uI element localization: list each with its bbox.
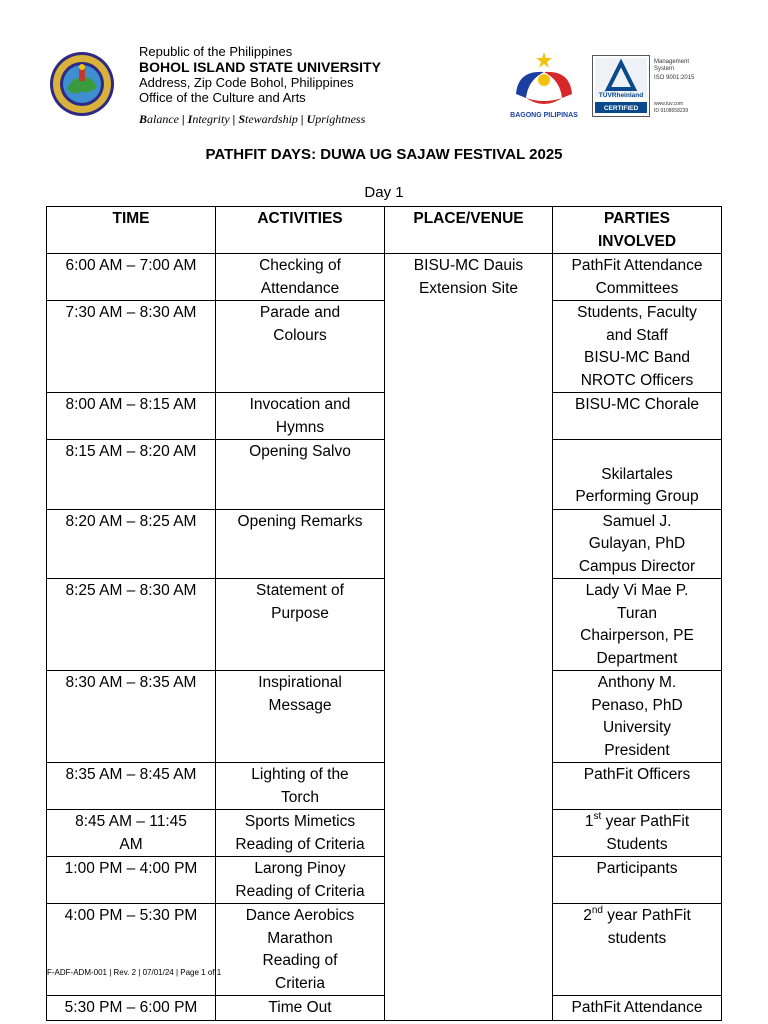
time-cell-line: 6:00 AM – 7:00 AM [65, 257, 197, 274]
schedule-table [46, 206, 722, 1021]
table-row [47, 763, 722, 810]
parties-cell [553, 301, 722, 393]
document-footer: F-ADF-ADM-001 | Rev. 2 | 07/01/24 | Page 1 of 1 [47, 968, 222, 977]
year-number: 2 [583, 907, 592, 924]
parties-cell [553, 996, 722, 1021]
motto-word: alance [147, 112, 180, 126]
tuv-brand-text: TÜVRheinland [598, 92, 644, 99]
time-cell-line: 8:15 AM – 8:20 AM [65, 443, 197, 460]
table-row [47, 857, 722, 904]
time-cell-line: AM [119, 835, 143, 853]
ordinal-suffix: nd [591, 904, 603, 916]
year-text: year PathFit [601, 813, 690, 830]
time-cell [47, 579, 216, 671]
motto-initial: I [187, 112, 193, 126]
ordinal-suffix: st [593, 810, 602, 822]
header-time: TIME [47, 207, 216, 254]
university-name: BOHOL ISLAND STATE UNIVERSITY [139, 59, 381, 75]
time-cell [47, 393, 216, 440]
time-cell [47, 857, 216, 904]
time-cell [47, 904, 216, 996]
bagong-pilipinas-logo-icon [504, 50, 584, 122]
motto-word: ntegrity [192, 112, 230, 126]
time-cell [47, 996, 216, 1021]
table-row [47, 996, 722, 1021]
activity-cell-line: Reading of Criteria [235, 882, 365, 900]
time-cell-line: 8:25 AM – 8:30 AM [65, 582, 197, 599]
time-cell [47, 671, 216, 763]
time-cell [47, 254, 216, 301]
parties-cell [553, 579, 722, 671]
parties-cell [553, 509, 722, 579]
parties-cell-line: Committees [595, 279, 679, 297]
tuv-system-text: System [654, 66, 675, 72]
parties-cell [553, 440, 722, 510]
activity-cell-line: Marathon [267, 929, 333, 947]
parties-cell-line: Performing Group [575, 488, 699, 505]
activity-cell [216, 857, 385, 904]
parties-cell-line: Students [606, 835, 668, 853]
parties-cell-line: Gulayan, PhD [588, 535, 686, 552]
time-cell-line: 4:00 PM – 5:30 PM [64, 907, 198, 924]
table-row [47, 254, 722, 301]
activity-cell-line: Time Out [268, 999, 332, 1016]
parties-cell-line: President [604, 741, 670, 759]
parties-cell-line: Samuel J. [602, 512, 672, 530]
activity-cell-line: Checking of [259, 257, 341, 274]
activity-cell-line: Parade and [259, 304, 341, 321]
activity-cell [216, 579, 385, 671]
time-cell-line: 8:45 AM – 11:45 [75, 813, 187, 830]
activity-cell-line: Dance Aerobics [245, 907, 355, 924]
parties-cell-line: University [602, 719, 672, 736]
parties-cell [553, 671, 722, 763]
activity-cell-line: Inspirational [258, 674, 342, 691]
activity-cell-line: Lighting of the [251, 766, 349, 783]
time-cell-line: 7:30 AM – 8:30 AM [65, 304, 197, 321]
time-cell [47, 440, 216, 510]
header-parties [553, 207, 722, 254]
motto-initial: U [306, 112, 316, 126]
letterhead-text [139, 44, 479, 105]
motto-word: tewardship [245, 112, 298, 126]
activity-cell [216, 393, 385, 440]
letterhead [0, 0, 768, 135]
parties-cell-line: students [607, 929, 667, 947]
parties-cell-line: PathFit Attendance [571, 257, 703, 274]
table-row [47, 440, 722, 510]
parties-cell-line: NROTC Officers [580, 371, 694, 389]
activity-cell [216, 996, 385, 1021]
activity-cell [216, 301, 385, 393]
bagong-pilipinas-text: BAGONG PILIPINAS [510, 112, 578, 119]
parties-cell-line: PathFit Attendance [571, 999, 703, 1016]
parties-cell-line: BISU-MC Band [584, 349, 690, 366]
activity-cell-line: Opening Remarks [237, 512, 363, 530]
address-line: Address, Zip Code Bohol, Philippines [139, 75, 354, 90]
table-row [47, 301, 722, 393]
time-cell-line: 8:00 AM – 8:15 AM [65, 396, 197, 413]
table-row [47, 509, 722, 579]
parties-cell-line: and Staff [606, 326, 668, 344]
activity-cell-line: Reading of [262, 952, 338, 969]
motto-initial: S [238, 112, 246, 126]
motto-word: prightness [315, 112, 366, 126]
year-number: 1 [584, 813, 594, 830]
activity-cell-line: Torch [281, 788, 319, 806]
activity-cell [216, 763, 385, 810]
office-line: Office of the Culture and Arts [139, 90, 306, 105]
time-cell [47, 810, 216, 857]
parties-cell-line: Department [596, 649, 678, 667]
year-text: year PathFit [602, 907, 691, 924]
tuv-certification-badge [592, 55, 704, 117]
table-row [47, 579, 722, 671]
activity-cell-line: Statement of [256, 582, 344, 599]
activity-cell-line: Reading of Criteria [235, 835, 365, 853]
time-cell-line: 1:00 PM – 4:00 PM [64, 860, 198, 877]
parties-cell-line: Lady Vi Mae P. [585, 582, 689, 599]
day-label: Day 1 [364, 184, 404, 201]
activity-cell-line: Message [268, 696, 332, 714]
time-cell [47, 301, 216, 393]
document-title: PATHFIT DAYS: DUWA UG SAJAW FESTIVAL 2025 [205, 146, 563, 163]
parties-cell [553, 393, 722, 440]
time-cell [47, 509, 216, 579]
tuv-system-text: Management [654, 59, 690, 65]
table-row [47, 904, 722, 996]
parties-cell-line: Skilartales [601, 465, 673, 483]
activity-cell [216, 254, 385, 301]
activity-cell-line: Hymns [275, 418, 325, 436]
parties-cell-line: Turan [617, 604, 657, 622]
motto-initial: B [139, 112, 148, 126]
activity-cell-line: Opening Salvo [249, 443, 351, 460]
header-venue: PLACE/VENUE [385, 207, 553, 254]
activity-cell-line: Colours [273, 326, 327, 344]
activity-cell-line: Purpose [271, 604, 329, 622]
tuv-certified-text: CERTIFIED [603, 105, 639, 112]
tuv-id-text: ID 9108658239 [654, 108, 689, 114]
parties-cell-line [635, 443, 639, 460]
table-row [47, 393, 722, 440]
time-cell-line: 8:35 AM – 8:45 AM [65, 766, 197, 783]
parties-cell-line: Students, Faculty [577, 304, 697, 321]
venue-line: BISU-MC Dauis [413, 257, 524, 274]
header-parties-line: PARTIES [603, 210, 671, 227]
activity-cell [216, 904, 385, 996]
parties-cell [553, 857, 722, 904]
venue-line: Extension Site [418, 279, 519, 297]
header-activities: ACTIVITIES [216, 207, 385, 254]
parties-cell [553, 763, 722, 810]
activity-cell-line: Attendance [260, 279, 340, 297]
time-cell [47, 763, 216, 810]
university-seal-icon [49, 51, 115, 117]
activity-cell [216, 810, 385, 857]
activity-cell [216, 509, 385, 579]
parties-cell-line: PathFit Officers [583, 766, 691, 783]
table-header-row [47, 207, 722, 254]
university-motto: Balance | Integrity | Stewardship | Uprightness [139, 112, 366, 126]
time-cell-line: 5:30 PM – 6:00 PM [64, 999, 198, 1016]
activity-cell-line: Larong Pinoy [254, 860, 346, 877]
parties-cell-line: BISU-MC Chorale [574, 396, 700, 413]
table-row [47, 671, 722, 763]
parties-cell [553, 810, 722, 857]
parties-cell-line: Chairperson, PE [580, 627, 694, 644]
parties-cell-line: Penaso, PhD [591, 696, 683, 714]
republic-line: Republic of the Philippines [139, 44, 293, 59]
time-cell-line: 8:20 AM – 8:25 AM [65, 512, 197, 530]
table-row [47, 810, 722, 857]
parties-cell-line: Anthony M. [597, 674, 677, 691]
activity-cell [216, 440, 385, 510]
parties-cell-line: Campus Director [578, 557, 696, 575]
activity-cell-line: Sports Mimetics [244, 813, 356, 830]
tuv-iso-text: ISO 9001:2015 [654, 75, 695, 81]
activity-cell [216, 671, 385, 763]
activity-cell-line: Criteria [275, 974, 325, 992]
venue-cell [385, 254, 553, 1021]
time-cell-line: 8:30 AM – 8:35 AM [65, 674, 197, 691]
parties-cell-line [583, 904, 691, 924]
header-parties-line: INVOLVED [597, 232, 677, 250]
parties-cell [553, 904, 722, 996]
activity-cell-line: Invocation and [249, 396, 351, 413]
parties-cell-line [584, 810, 690, 830]
parties-cell-line: Participants [596, 860, 678, 877]
parties-cell [553, 254, 722, 301]
tuv-url-text: www.tuv.com [654, 101, 684, 107]
